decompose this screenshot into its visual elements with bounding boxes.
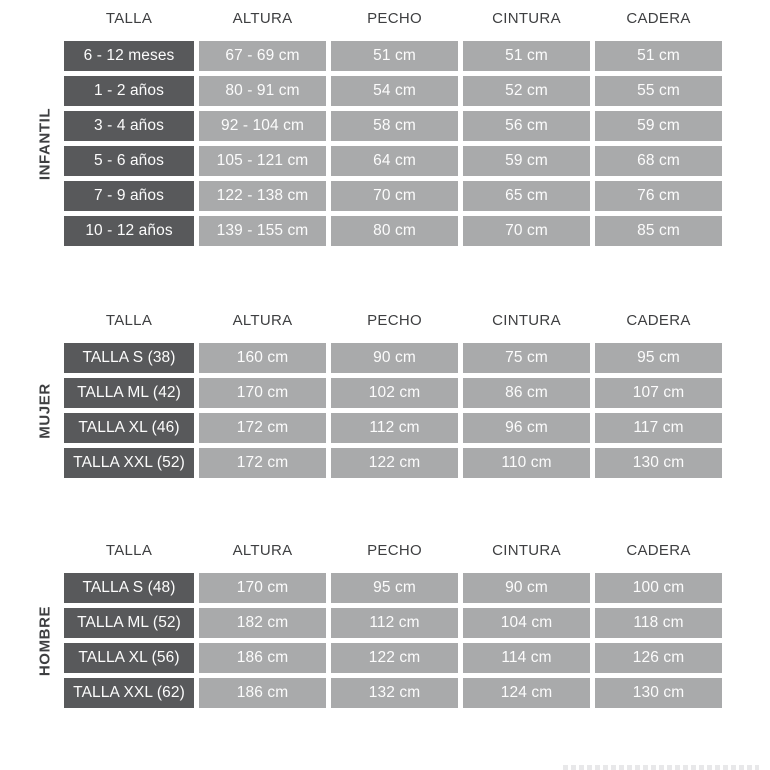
measurement-cell: 59 cm [595, 111, 722, 141]
size-cell: 5 - 6 años [64, 146, 194, 176]
measurement-cell: 112 cm [331, 413, 458, 443]
measurement-cell: 56 cm [463, 111, 590, 141]
column-header: CADERA [626, 541, 691, 559]
measurement-cell: 107 cm [595, 378, 722, 408]
measurement-cell: 117 cm [595, 413, 722, 443]
measurement-cell: 58 cm [331, 111, 458, 141]
column-header: CINTURA [492, 9, 561, 27]
column-header: ALTURA [232, 541, 293, 559]
faint-cutoff-text [563, 765, 759, 770]
measurement-cell: 118 cm [595, 608, 722, 638]
column-header: CINTURA [492, 541, 561, 559]
measurement-cell: 130 cm [595, 448, 722, 478]
measurement-cell: 85 cm [595, 216, 722, 246]
column-header: CINTURA [492, 311, 561, 329]
size-cell: 7 - 9 años [64, 181, 194, 211]
table-header-row-hombre [64, 540, 722, 560]
measurement-cell: 51 cm [595, 41, 722, 71]
measurement-cell: 186 cm [199, 678, 326, 708]
measurement-cell: 132 cm [331, 678, 458, 708]
measurement-cell: 96 cm [463, 413, 590, 443]
measurement-cell: 104 cm [463, 608, 590, 638]
table-body-mujer [64, 343, 722, 478]
measurement-cell: 59 cm [463, 146, 590, 176]
measurement-cell: 80 cm [331, 216, 458, 246]
size-cell: TALLA XXL (52) [64, 448, 194, 478]
measurement-cell: 90 cm [331, 343, 458, 373]
column-header: PECHO [367, 311, 422, 329]
column-header: CADERA [626, 9, 691, 27]
measurement-cell: 112 cm [331, 608, 458, 638]
measurement-cell: 110 cm [463, 448, 590, 478]
measurement-cell: 70 cm [463, 216, 590, 246]
size-cell: 10 - 12 años [64, 216, 194, 246]
measurement-cell: 95 cm [331, 573, 458, 603]
column-header: TALLA [105, 9, 153, 27]
measurement-cell: 80 - 91 cm [199, 76, 326, 106]
measurement-cell: 105 - 121 cm [199, 146, 326, 176]
section-infantil [36, 8, 722, 246]
measurement-cell: 68 cm [595, 146, 722, 176]
measurement-cell: 122 cm [331, 448, 458, 478]
table-header-row-mujer [64, 310, 722, 330]
measurement-cell: 52 cm [463, 76, 590, 106]
column-header: TALLA [105, 541, 153, 559]
size-cell: TALLA ML (42) [64, 378, 194, 408]
column-header: PECHO [367, 9, 422, 27]
measurement-cell: 160 cm [199, 343, 326, 373]
measurement-cell: 95 cm [595, 343, 722, 373]
size-cell: TALLA ML (52) [64, 608, 194, 638]
column-header: TALLA [105, 311, 153, 329]
measurement-cell: 130 cm [595, 678, 722, 708]
measurement-cell: 182 cm [199, 608, 326, 638]
size-cell: TALLA S (38) [64, 343, 194, 373]
column-header: CADERA [626, 311, 691, 329]
section-hombre [36, 540, 722, 708]
size-cell: TALLA XXL (62) [64, 678, 194, 708]
measurement-cell: 186 cm [199, 643, 326, 673]
measurement-cell: 122 cm [331, 643, 458, 673]
column-header: ALTURA [232, 9, 293, 27]
measurement-cell: 124 cm [463, 678, 590, 708]
measurement-cell: 102 cm [331, 378, 458, 408]
measurement-cell: 51 cm [331, 41, 458, 71]
column-header: PECHO [367, 541, 422, 559]
measurement-cell: 75 cm [463, 343, 590, 373]
measurement-cell: 100 cm [595, 573, 722, 603]
section-label-hombre: HOMBRE [36, 605, 54, 677]
measurement-cell: 170 cm [199, 378, 326, 408]
table-body-hombre [64, 573, 722, 708]
measurement-cell: 54 cm [331, 76, 458, 106]
measurement-cell: 92 - 104 cm [199, 111, 326, 141]
measurement-cell: 139 - 155 cm [199, 216, 326, 246]
size-cell: TALLA XL (46) [64, 413, 194, 443]
measurement-cell: 126 cm [595, 643, 722, 673]
section-label-infantil: INFANTIL [36, 107, 54, 181]
measurement-cell: 65 cm [463, 181, 590, 211]
measurement-cell: 64 cm [331, 146, 458, 176]
measurement-cell: 51 cm [463, 41, 590, 71]
measurement-cell: 55 cm [595, 76, 722, 106]
measurement-cell: 86 cm [463, 378, 590, 408]
measurement-cell: 172 cm [199, 413, 326, 443]
size-cell: 6 - 12 meses [64, 41, 194, 71]
section-mujer [36, 310, 722, 478]
measurement-cell: 170 cm [199, 573, 326, 603]
measurement-cell: 90 cm [463, 573, 590, 603]
table-header-row-infantil [64, 8, 722, 28]
measurement-cell: 114 cm [463, 643, 590, 673]
size-cell: 1 - 2 años [64, 76, 194, 106]
section-label-mujer: MUJER [36, 383, 54, 439]
size-cell: 3 - 4 años [64, 111, 194, 141]
measurement-cell: 67 - 69 cm [199, 41, 326, 71]
column-header: ALTURA [232, 311, 293, 329]
measurement-cell: 76 cm [595, 181, 722, 211]
measurement-cell: 172 cm [199, 448, 326, 478]
table-body-infantil [64, 41, 722, 246]
size-cell: TALLA S (48) [64, 573, 194, 603]
measurement-cell: 70 cm [331, 181, 458, 211]
measurement-cell: 122 - 138 cm [199, 181, 326, 211]
size-cell: TALLA XL (56) [64, 643, 194, 673]
